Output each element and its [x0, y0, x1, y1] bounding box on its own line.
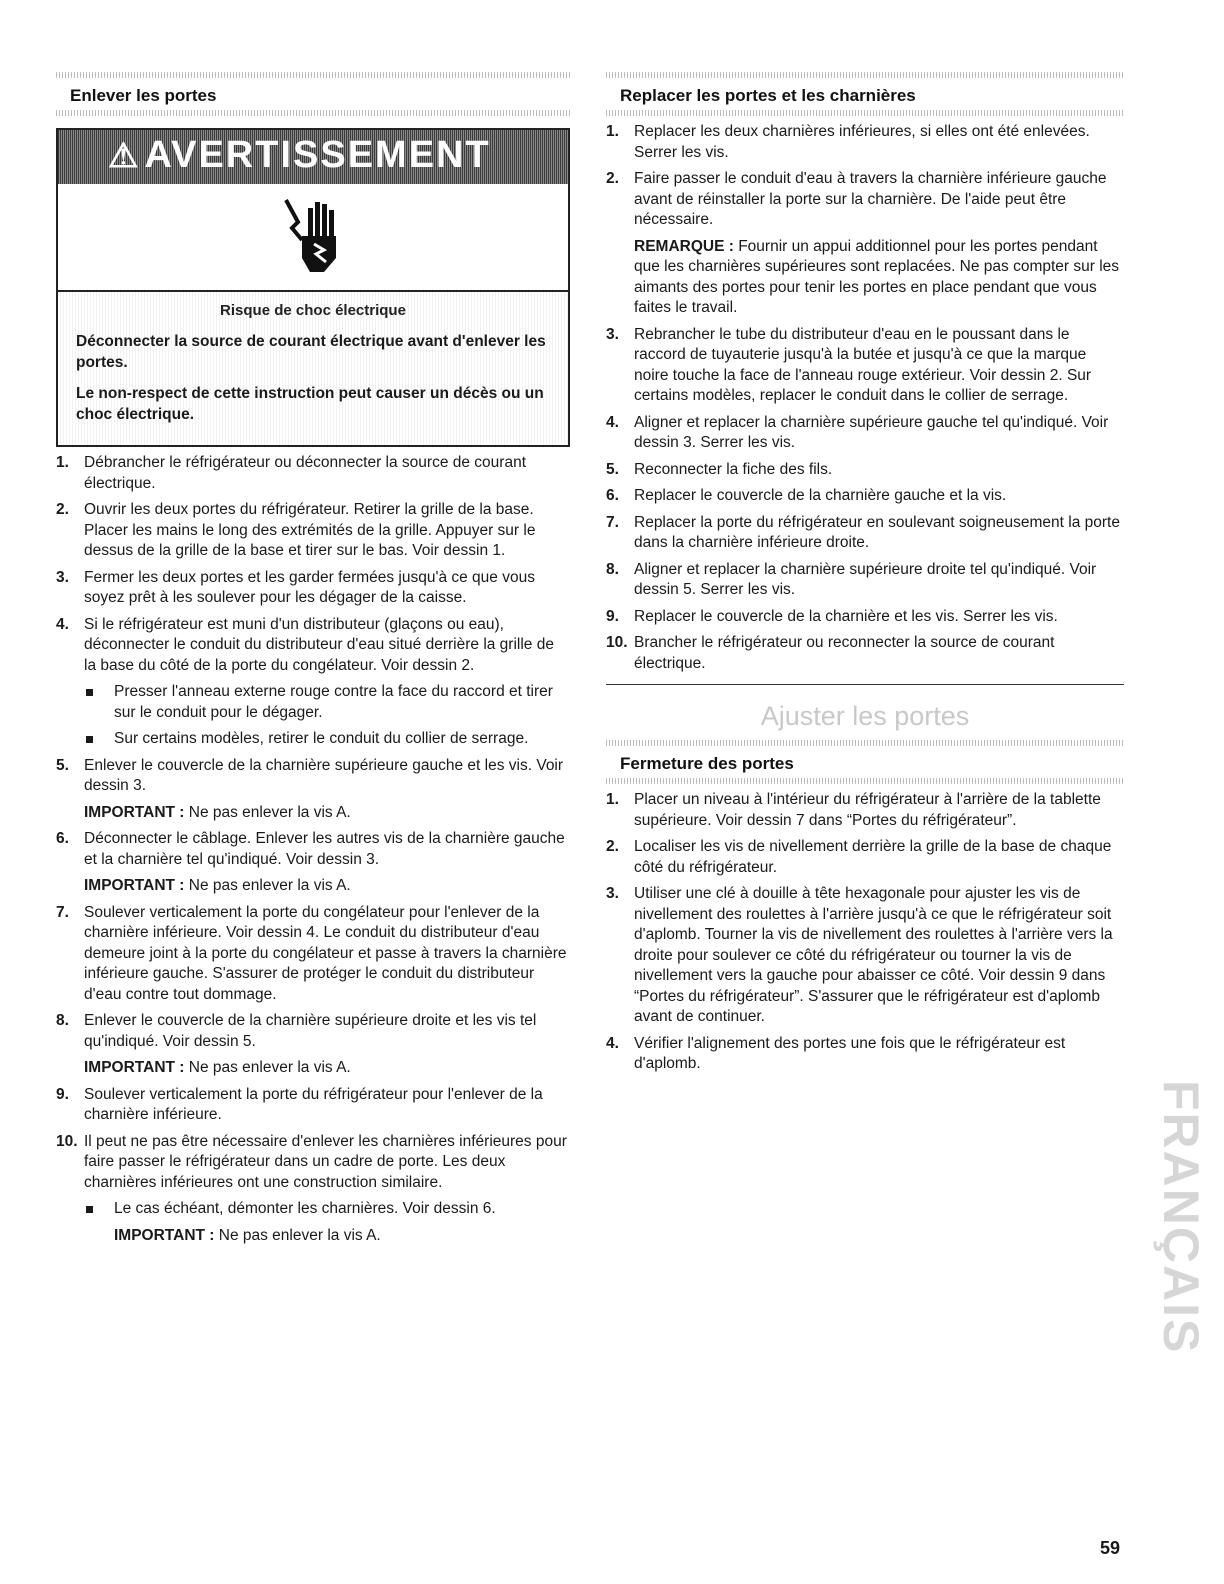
- list-item: 3. Utiliser une clé à douille à tête hexagonale pour ajuster les vis de nivellement des roulettes à l'arrière jusqu'à ce que le réfrigérateur soit d'aplomb. Tourner la vis de nivellement des roulettes à l'arrière vers la droite pour soulever ce côté du réfrigérateur ou tourner la vis de nivellement vers la gauche pour abaisser ce côté. Voir dessin 9 dans “Portes du réfrigérateur”. S'assurer que le réfrigérateur est d'aplomb avant de continuer.: [606, 885, 1113, 1025]
- list-item: 2. Ouvrir les deux portes du réfrigérateur. Retirer la grille de la base. Placer les mains le long des extrémités de la grille. Appuyer sur le dessus de la grille de la base et tirer sur le bas. Voir dessin 1.: [56, 501, 536, 559]
- bullet-item: Le cas échéant, démonter les charnières. Voir dessin 6. IMPORTANT : Ne pas enlever la vis A.: [84, 1199, 570, 1246]
- section-heading-replace-doors: Replacer les portes et les charnières: [620, 86, 916, 105]
- list-item: 4. Vérifier l'alignement des portes une fois que le réfrigérateur est d'aplomb.: [606, 1034, 1066, 1072]
- heading-rule: [606, 110, 1124, 116]
- list-item: 7. Replacer la porte du réfrigérateur en soulevant soigneusement la porte dans la charnière inférieure droite.: [606, 513, 1120, 551]
- section-divider: [606, 684, 1124, 685]
- heading-rule: [56, 110, 570, 116]
- list-item: 3. Rebrancher le tube du distributeur d'eau en le poussant dans le raccord de tuyauterie jusqu'à la butée et jusqu'à ce que la marque noire touche la face de l'anneau rouge extérieur. Voir dessin 2. Sur certains modèles, replacer le conduit dans le collier de serrage.: [606, 325, 1092, 404]
- warning-title: ⚠ AVERTISSEMENT: [108, 134, 491, 176]
- language-side-tab: FRANÇAIS: [1153, 1080, 1209, 1355]
- list-item: 4. Aligner et replacer la charnière supérieure gauche tel qu'indiqué. Voir dessin 3. Serrer les vis.: [606, 413, 1109, 451]
- left-column: [56, 72, 570, 1246]
- list-item: 9. Replacer le couvercle de la charnière et les vis. Serrer les vis.: [606, 607, 1058, 625]
- list-item: 2. Faire passer le conduit d'eau à travers la charnière inférieure gauche avant de réinstaller la porte sur la charnière. De l'aide peut être nécessaire. REMARQUE : Fournir un appui additionnel pour les portes pendant que les charnières supérieures sont replacées. Ne pas compter sur les aimants des portes pour tenir les portes en place pendant que vous faites le travail.: [606, 169, 1124, 319]
- page-number: 59: [1100, 1538, 1121, 1558]
- list-item: 6. Replacer le couvercle de la charnière gauche et la vis.: [606, 487, 1007, 504]
- subheading-top-rule: [606, 740, 1124, 746]
- list-item: 8. Enlever le couvercle de la charnière supérieure droite et les vis tel qu'indiqué. Voir dessin 5. IMPORTANT : Ne pas enlever la vis A.: [56, 1011, 570, 1079]
- important-note: IMPORTANT : Ne pas enlever la vis A.: [114, 1226, 381, 1244]
- top-rule: [56, 72, 570, 78]
- electric-shock-hand-icon: [284, 196, 344, 278]
- step-10-bullets: [84, 1199, 570, 1246]
- list-item: 7. Soulever verticalement la porte du congélateur pour l'enlever de la charnière inférieure. Voir dessin 4. Le conduit du distributeur d'eau demeure joint à la porte du congélateur et passe à travers la charnière inférieure gauche. S'assurer de protéger le conduit du distributeur d'eau contre tout dommage.: [56, 903, 567, 1003]
- remove-doors-steps: [56, 453, 570, 1246]
- bullet-item: Presser l'anneau externe rouge contre la face du raccord et tirer sur le conduit pour le dégager.: [84, 682, 570, 723]
- warning-risk: Risque de choc électrique: [220, 302, 406, 319]
- list-item: 9. Soulever verticalement la porte du réfrigérateur pour l'enlever de la charnière inférieure.: [56, 1085, 543, 1123]
- top-rule: [606, 72, 1124, 78]
- list-item: 5. Enlever le couvercle de la charnière supérieure gauche et les vis. Voir dessin 3. IMPORTANT : Ne pas enlever la vis A.: [56, 756, 570, 824]
- important-note: IMPORTANT : Ne pas enlever la vis A.: [84, 803, 351, 821]
- list-item: 6. Déconnecter le câblage. Enlever les autres vis de la charnière gauche et la charnière tel qu'indiqué. Voir dessin 3. IMPORTANT : Ne pas enlever la vis A.: [56, 829, 570, 897]
- section-heading-adjust-doors: Ajuster les portes: [760, 701, 970, 731]
- list-item: 1. Débrancher le réfrigérateur ou déconnecter la source de courant électrique.: [56, 454, 527, 492]
- list-item: 4. Si le réfrigérateur est muni d'un distributeur (glaçons ou eau), déconnecter le conduit du distributeur d'eau situé derrière la grille de la base du côté de la porte du congélateur. Voir dessin 2. Presser l'anneau externe rouge contre la face du raccord et tirer sur le conduit pour le dégager. Sur certains modèles, retirer le conduit du collier de serrage.: [56, 615, 570, 750]
- list-item: 8. Aligner et replacer la charnière supérieure droite tel qu'indiqué. Voir dessin 5. Serrer les vis.: [606, 560, 1097, 598]
- subheading-door-closing: Fermeture des portes: [620, 754, 794, 773]
- list-item: 2. Localiser les vis de nivellement derrière la grille de la base de chaque côté du réfrigérateur.: [606, 838, 1112, 876]
- list-item: 10. Il peut ne pas être nécessaire d'enlever les charnières inférieures pour faire passer le réfrigérateur dans un cadre de porte. Les deux charnières inférieures ont une construction similaire. Le cas échéant, démonter les charnières. Voir dessin 6. IMPORTANT : Ne pas enlever la vis A.: [56, 1132, 570, 1247]
- section-heading-remove-doors: Enlever les portes: [70, 86, 217, 105]
- warning-line-2: Le non-respect de cette instruction peut causer un décès ou un choc électrique.: [76, 385, 544, 423]
- list-item: 1. Placer un niveau à l'intérieur du réfrigérateur à l'arrière de la tablette supérieure. Voir dessin 7 dans “Portes du réfrigérateur”.: [606, 791, 1101, 829]
- subheading-rule: [606, 778, 1124, 784]
- warning-triangle-icon: ⚠: [108, 137, 141, 175]
- warning-icon-area: [58, 184, 568, 292]
- remark-note: REMARQUE : Fournir un appui additionnel pour les portes pendant que les charnières supérieures sont replacées. Ne pas compter sur les aimants des portes pour tenir les portes en place pendant que vous faites le travail.: [634, 237, 1120, 316]
- list-item: 1. Replacer les deux charnières inférieures, si elles ont été enlevées. Serrer les vis.: [606, 123, 1090, 161]
- warning-text: [58, 292, 568, 445]
- replace-doors-steps: [606, 122, 1124, 674]
- warning-box: [56, 128, 570, 447]
- list-item: 10. Brancher le réfrigérateur ou reconnecter la source de courant électrique.: [606, 634, 1055, 672]
- door-closing-steps: [606, 790, 1124, 1075]
- list-item: 5. Reconnecter la fiche des fils.: [606, 460, 833, 478]
- warning-line-1: Déconnecter la source de courant électrique avant d'enlever les portes.: [76, 333, 546, 371]
- bullet-item: Sur certains modèles, retirer le conduit du collier de serrage.: [84, 729, 570, 750]
- right-column: [606, 72, 1124, 1075]
- important-note: IMPORTANT : Ne pas enlever la vis A.: [84, 1059, 351, 1076]
- step-4-bullets: [84, 682, 570, 750]
- warning-band: [58, 130, 568, 184]
- important-note: IMPORTANT : Ne pas enlever la vis A.: [84, 877, 351, 894]
- list-item: 3. Fermer les deux portes et les garder fermées jusqu'à ce que vous soyez prêt à les soulever pour les dégager de la caisse.: [56, 568, 535, 606]
